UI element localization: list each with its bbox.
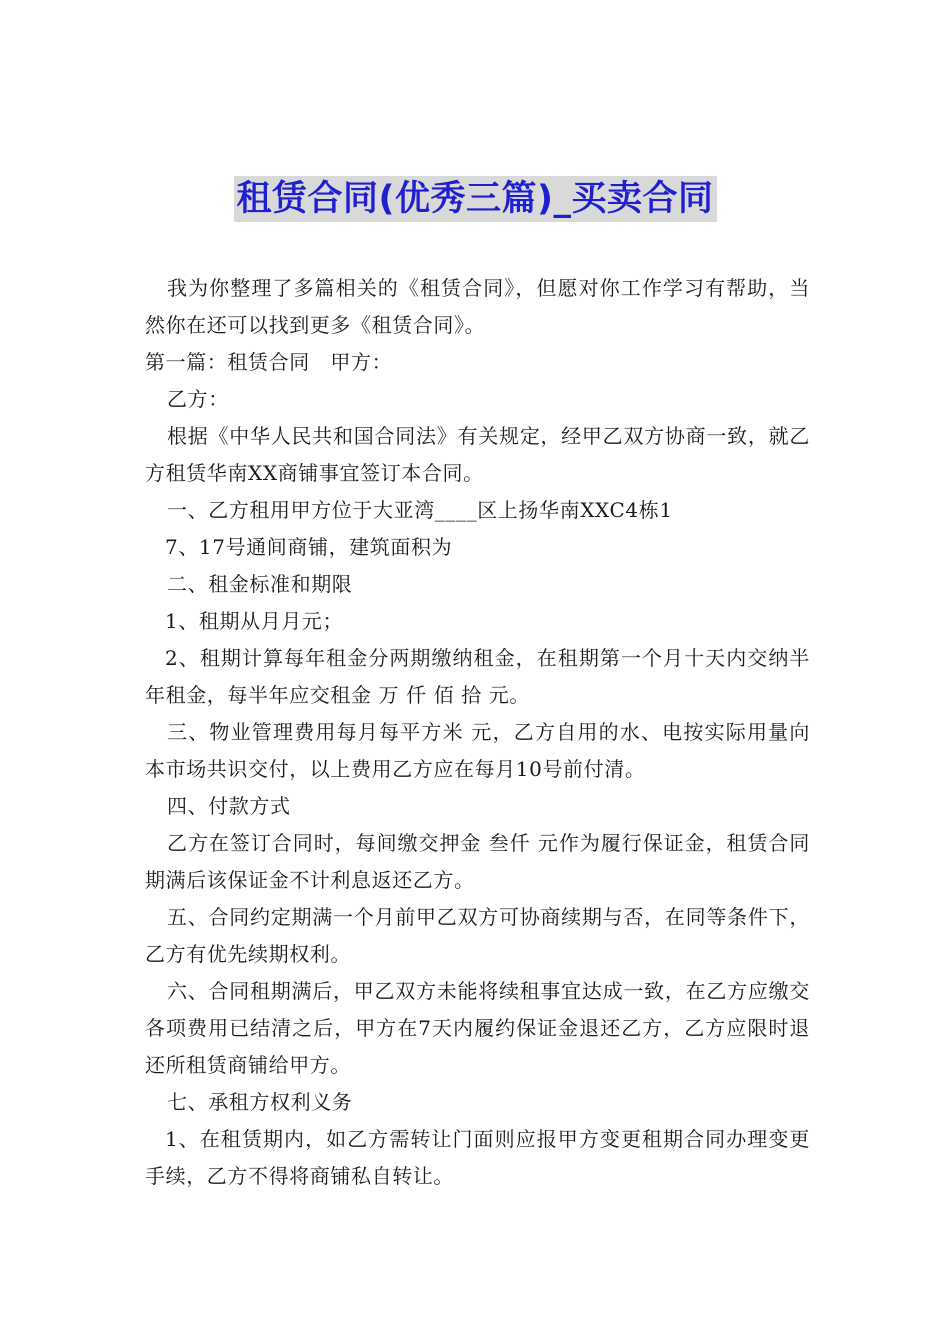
paragraph-clause-1: 一、乙方租用甲方位于大亚湾____区上扬华南XXC4栋1 bbox=[167, 498, 673, 522]
paragraph-clause-2-2: 2、租期计算每年租金分两期缴纳租金，在租期第一个月十天内交纳半年租金，每半年应交租金 万 仟 佰 拾 元。 bbox=[145, 646, 810, 707]
document-body bbox=[145, 270, 810, 1195]
paragraph-clause-5: 五、合同约定期满一个月前甲乙双方可协商续期与否，在同等条件下，乙方有优先续期权利。 bbox=[145, 905, 810, 966]
paragraph-clause-3: 三、物业管理费用每月每平方米 元，乙方自用的水、电按实际用量向本市场共识交付，以上费用乙方应在每月10号前付清。 bbox=[145, 720, 810, 781]
paragraph-clause-7-1: 1、在租赁期内，如乙方需转让门面则应报甲方变更租期合同办理变更手续，乙方不得将商铺私自转让。 bbox=[145, 1127, 810, 1188]
paragraph-party-b: 乙方： bbox=[167, 387, 229, 411]
paragraph-clause-2-1: 1、租期从月月元； bbox=[165, 609, 344, 633]
paragraph-clause-1-cont: 7、17号通间商铺，建筑面积为 bbox=[165, 535, 453, 559]
paragraph-deposit: 乙方在签订合同时，每间缴交押金 叁仟 元作为履行保证金，租赁合同期满后该保证金不计利息返还乙方。 bbox=[145, 831, 810, 892]
paragraph-clause-6: 六、合同租期满后，甲乙双方未能将续租事宜达成一致，在乙方应缴交各项费用已结清之后，甲方在7天内履约保证金退还乙方，乙方应限时退还所租赁商铺给甲方。 bbox=[145, 979, 810, 1077]
paragraph-clause-7: 七、承租方权利义务 bbox=[167, 1090, 353, 1114]
document-title: 租赁合同(优秀三篇)_买卖合同 bbox=[234, 176, 717, 222]
paragraph-clause-2: 二、租金标准和期限 bbox=[167, 572, 353, 596]
paragraph-clause-4: 四、付款方式 bbox=[167, 794, 291, 818]
paragraph-intro: 我为你整理了多篇相关的《租赁合同》，但愿对你工作学习有帮助，当然你在还可以找到更多《租赁合同》。 bbox=[145, 276, 810, 337]
paragraph-basis: 根据《中华人民共和国合同法》有关规定，经甲乙双方协商一致，就乙方租赁华南XX商铺事宜签订本合同。 bbox=[145, 424, 810, 485]
title-wrap bbox=[0, 176, 950, 222]
paragraph-first-article: 第一篇：租赁合同 甲方： bbox=[145, 350, 393, 374]
